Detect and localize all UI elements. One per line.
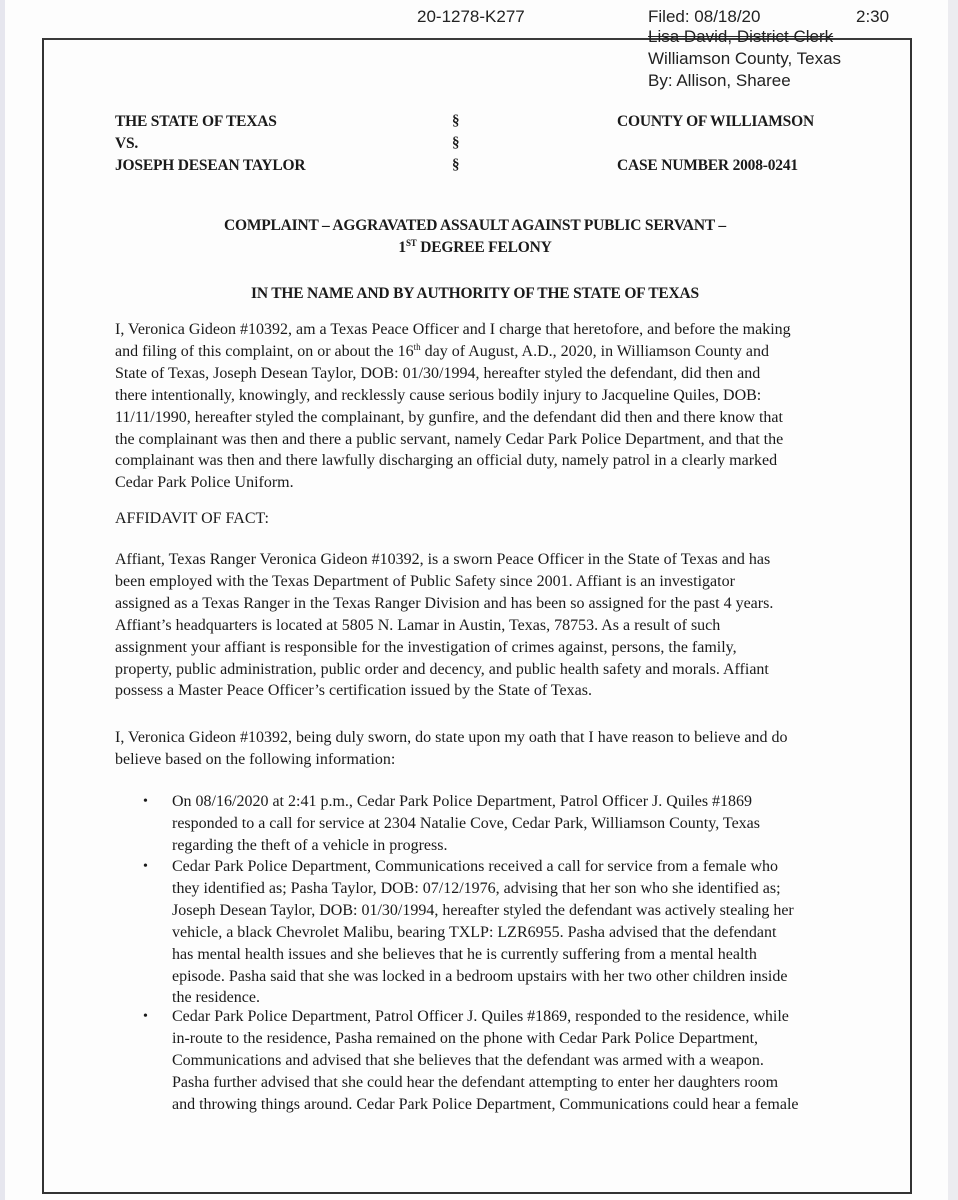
filed-time: 2:30: [856, 7, 890, 26]
bullet-line: Cedar Park Police Department, Patrol Officer J. Quiles #1869, responded to the residence, while: [172, 1008, 789, 1025]
complaint-line: 11/11/1990, hereafter styled the complainant, by gunfire, and the defendant did then and there know that: [115, 408, 783, 426]
bullet-line: regarding the theft of a vehicle in progress.: [172, 836, 448, 854]
bullet-line: the residence.: [172, 989, 260, 1007]
degree-number: 1: [398, 239, 406, 256]
complaint-title: COMPLAINT – AGGRAVATED ASSAULT AGAINST PUBLIC SERVANT –: [224, 217, 726, 234]
oath-line: believe based on the following information:: [115, 750, 396, 768]
bullet-line: responded to a call for service at 2304 Natalie Cove, Cedar Park, Williamson County, Texas: [172, 814, 761, 832]
oath-line: I, Veronica Gideon #10392, being duly sworn, do state upon my oath that I have reason to believe and do: [115, 729, 788, 746]
bullet-icon: •: [143, 859, 148, 874]
affiant-line: assignment your affiant is responsible for the investigation of crimes against, persons, the family,: [115, 638, 737, 656]
bullet-line: vehicle, a black Chevrolet Malibu, bearing TXLP: LZR6955. Pasha advised that the defendant: [172, 923, 777, 941]
text-segment: and filing of this complaint, on or about the 16: [115, 342, 414, 360]
caption-state: THE STATE OF TEXAS: [115, 113, 277, 130]
text-segment: day of August, A.D., 2020, in Williamson County and: [420, 342, 770, 360]
clerk-name: Lisa David, District Clerk: [648, 27, 834, 46]
affiant-line: property, public administration, public order and decency, and public health safety and morals. Affiant: [115, 660, 769, 678]
complaint-line: I, Veronica Gideon #10392, am a Texas Peace Officer and I charge that heretofore, and before the making: [115, 321, 791, 338]
bullet-line: in-route to the residence, Pasha remained on the phone with Cedar Park Police Department,: [172, 1029, 759, 1047]
clerk-county: Williamson County, Texas: [648, 49, 842, 68]
section-symbol: §: [452, 157, 460, 173]
affidavit-heading: AFFIDAVIT OF FACT:: [115, 510, 269, 527]
left-edge: [0, 0, 5, 1200]
right-edge: [948, 0, 958, 1200]
clerk-by: By: Allison, Sharee: [648, 71, 791, 90]
bullet-icon: •: [143, 794, 148, 809]
affiant-line: Affiant, Texas Ranger Veronica Gideon #10392, is a sworn Peace Officer in the State of Texas and has: [115, 551, 771, 568]
degree-text: DEGREE FELONY: [416, 239, 552, 256]
docket-number: 20-1278-K277: [417, 7, 525, 26]
caption-defendant: JOSEPH DESEAN TAYLOR: [115, 157, 306, 174]
authority-heading: IN THE NAME AND BY AUTHORITY OF THE STATE OF TEXAS: [251, 285, 699, 302]
caption-vs: VS.: [115, 135, 139, 152]
bullet-line: episode. Pasha said that she was locked in a bedroom upstairs with her two other children inside: [172, 967, 788, 985]
text-segment: th: [413, 341, 421, 352]
bullet-line: Joseph Desean Taylor, DOB: 01/30/1994, hereafter styled the defendant was actively stealing her: [172, 901, 794, 919]
caption-case-number: CASE NUMBER 2008-0241: [617, 157, 798, 174]
bullet-line: Pasha further advised that she could hear the defendant attempting to enter her daughters room: [172, 1073, 779, 1091]
bullet-line: and throwing things around. Cedar Park Police Department, Communications could hear a female: [172, 1095, 799, 1113]
complaint-line: State of Texas, Joseph Desean Taylor, DOB: 01/30/1994, hereafter styled the defendant, did then and: [115, 364, 761, 382]
caption-county: COUNTY OF WILLIAMSON: [617, 113, 814, 130]
bullet-line: On 08/16/2020 at 2:41 p.m., Cedar Park Police Department, Patrol Officer J. Quiles #1869: [172, 793, 753, 810]
bullet-line: has mental health issues and she believes that he is currently suffering from a mental health: [172, 945, 757, 963]
affiant-line: been employed with the Texas Department of Public Safety since 2001. Affiant is an investigator: [115, 572, 735, 590]
section-symbol: §: [452, 135, 460, 151]
bullet-line: they identified as; Pasha Taylor, DOB: 07/12/1976, advising that her son who she identified as;: [172, 879, 781, 897]
affiant-line: possess a Master Peace Officer’s certification issued by the State of Texas.: [115, 682, 592, 700]
complaint-line: complainant was then and there lawfully discharging an official duty, namely patrol in a clearly marked: [115, 452, 778, 470]
bullet-line: Communications and advised that she believes that the defendant was armed with a weapon.: [172, 1051, 764, 1069]
section-symbol: §: [452, 113, 460, 129]
complaint-degree: [42, 239, 908, 257]
complaint-line: there intentionally, knowingly, and recklessly cause serious bodily injury to Jacqueline Quiles, DOB:: [115, 386, 762, 404]
complaint-line: Cedar Park Police Uniform.: [115, 474, 294, 492]
bullet-icon: •: [143, 1009, 148, 1024]
affiant-line: Affiant’s headquarters is located at 5805 N. Lamar in Austin, Texas, 78753. As a result of such: [115, 616, 721, 634]
complaint-line: the complainant was then and there a public servant, namely Cedar Park Police Department, and that the: [115, 430, 784, 448]
bullet-line: Cedar Park Police Department, Communications received a call for service from a female who: [172, 858, 778, 875]
filed-date: Filed: 08/18/20: [648, 7, 761, 26]
complaint-line: [115, 342, 769, 362]
degree-suffix: ST: [405, 238, 417, 248]
affiant-line: assigned as a Texas Ranger in the Texas Ranger Division and has been so assigned for the past 4 years.: [115, 594, 774, 612]
